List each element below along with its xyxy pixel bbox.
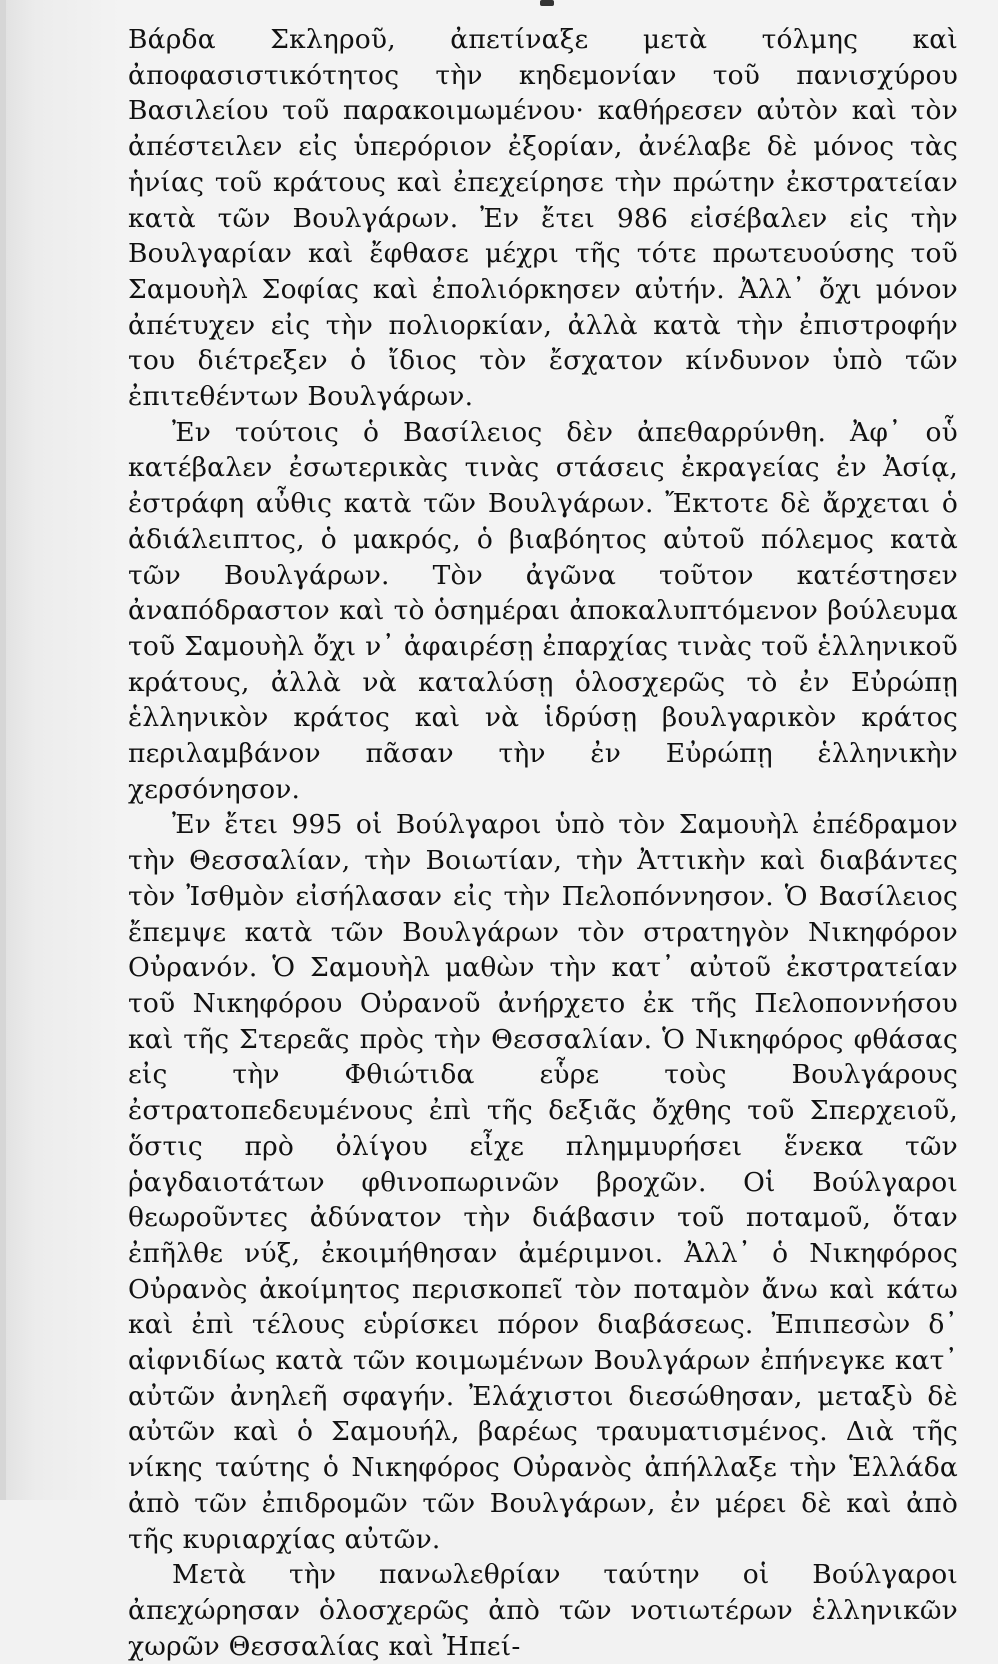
page-edge — [0, 0, 6, 1500]
page-spine-shadow — [0, 0, 120, 1500]
paragraph: Ἐν ἔτει 995 οἱ Βούλγαροι ὑπὸ τὸν Σαμουὴλ ἐπέδραμον τὴν Θεσσαλίαν, τὴν Βοιωτίαν, τὴν Ἀττικὴν καὶ διαβάντες τὸν Ἰσθμὸν εἰσήλασαν εἰς τὴν Πελοπόννησον. Ὁ Βασίλειος ἔπεμψε κατὰ τῶν Βουλγάρων τὸν στρατηγὸν Νικηφόρον Οὐρανόν. Ὁ Σαμουὴλ μαθὼν τὴν κατ᾽ αὐτοῦ ἐκστρατείαν τοῦ Νικηφόρου Οὐρανοῦ ἀνήρχετο ἐκ τῆς Πελοποννήσου καὶ τῆς Στερεᾶς πρὸς τὴν Θεσσαλίαν. Ὁ Νικηφόρος φθάσας εἰς τὴν Φθιώτιδα εὗρε τοὺς Βουλγάρους ἐστρατοπεδευμένους ἐπὶ τῆς δεξιᾶς ὄχθης τοῦ Σπερχειοῦ, ὅστις πρὸ ὀλίγου εἶχε πλημμυρήσει ἕνεκα τῶν ῥαγδαιοτάτων φθινοπωρινῶν βροχῶν. Οἱ Βούλγαροι θεωροῦντες ἀδύνατον τὴν διάβασιν τοῦ ποταμοῦ, ὅταν ἐπῆλθε νύξ, ἐκοιμήθησαν ἀμέριμνοι. Ἀλλ᾽ ὁ Νικηφόρος Οὐρανὸς ἀκοίμητος περισκοπεῖ τὸν ποταμὸν ἄνω καὶ κάτω καὶ ἐπὶ τέλους εὑρίσκει πόρον διαβάσεως. Ἐπιπεσὼν δ᾽ αἰφνιδίως κατὰ τῶν κοιμωμένων Βουλγάρων ἐπήνεγκε κατ᾽ αὐτῶν ἀνηλεῆ σφαγήν. Ἐλάχιστοι διεσώθησαν, μεταξὺ δὲ αὐτῶν καὶ ὁ Σαμουήλ, βαρέως τραυματισμένος. Διὰ τῆς νίκης ταύτης ὁ Νικηφόρος Οὐρανὸς ἀπήλλαξε τὴν Ἑλλάδα ἀπὸ τῶν ἐπιδρομῶν τῶν Βουλγάρων, ἐν μέρει δὲ καὶ ἀπὸ τῆς κυριαρχίας αὐτῶν. — [128, 809, 958, 1555]
paragraph: Ἐν τούτοις ὁ Βασίλειος δὲν ἀπεθαρρύνθη. Ἀφ᾽ οὗ κατέβαλεν ἐσωτερικὰς τινὰς στάσεις ἐκραγείας ἐν Ἀσίᾳ, ἐστράφη αὖθις κατὰ τῶν Βουλγάρων. Ἔκτοτε δὲ ἄρχεται ὁ ἀδιάλειπτος, ὁ μακρός, ὁ βιαβόητος αὐτοῦ πόλεμος κατὰ τῶν Βουλγάρων. Τὸν ἀγῶνα τοῦτον κατέστησεν ἀναπόδραστον καὶ τὸ ὁσημέραι ἀποκαλυπτόμενον βούλευμα τοῦ Σαμουὴλ ὄχι ν᾽ ἀφαιρέσῃ ἐπαρχίας τινὰς τοῦ ἑλληνικοῦ κράτους, ἀλλὰ νὰ καταλύσῃ ὁλοσχερῶς τὸ ἐν Εὐρώπῃ ἑλληνικὸν κράτος καὶ νὰ ἱδρύσῃ βουλγαρικὸν κράτος περιλαμβάνον πᾶσαν τὴν ἐν Εὐρώπῃ ἑλληνικὴν χερσόνησον. — [128, 416, 958, 805]
paragraph-continued: Βάρδα Σκληροῦ, ἀπετίναξε μετὰ τόλμης καὶ ἀποφασιστικότητος τὴν κηδεμονίαν τοῦ πανισχύρου Βασιλείου τοῦ παρακοιμωμένου· καθήρεσεν αὐτὸν καὶ τὸν ἀπέστειλεν εἰς ὑπερόριον ἐξορίαν, ἀνέλαβε δὲ μόνος τὰς ἡνίας τοῦ κράτους καὶ ἐπεχείρησε τὴν πρώτην ἐκστρατείαν κατὰ τῶν Βουλγάρων. Ἐν ἔτει 986 εἰσέβαλεν εἰς τὴν Βουλγαρίαν καὶ ἔφθασε μέχρι τῆς τότε πρωτευούσης τοῦ Σαμουὴλ Σοφίας καὶ ἐπολιόρκησεν αὐτήν. Ἀλλ᾽ ὄχι μόνον ἀπέτυχεν εἰς τὴν πολιορκίαν, ἀλλὰ κατὰ τὴν ἐπιστροφήν του διέτρεξεν ὁ ἴδιος τὸν ἔσχατον κίνδυνον ὑπὸ τῶν ἐπιτεθέντων Βουλγάρων. — [128, 24, 958, 413]
body-text — [128, 22, 958, 1664]
page-number-fragment — [520, 0, 580, 10]
paragraph: Μετὰ τὴν πανωλεθρίαν ταύτην οἱ Βούλγαροι ἀπεχώρησαν ὁλοσχερῶς ἀπὸ τῶν νοτιωτέρων ἑλληνικῶν χωρῶν Θεσσαλίας καὶ Ἠπεί- — [128, 1559, 958, 1662]
